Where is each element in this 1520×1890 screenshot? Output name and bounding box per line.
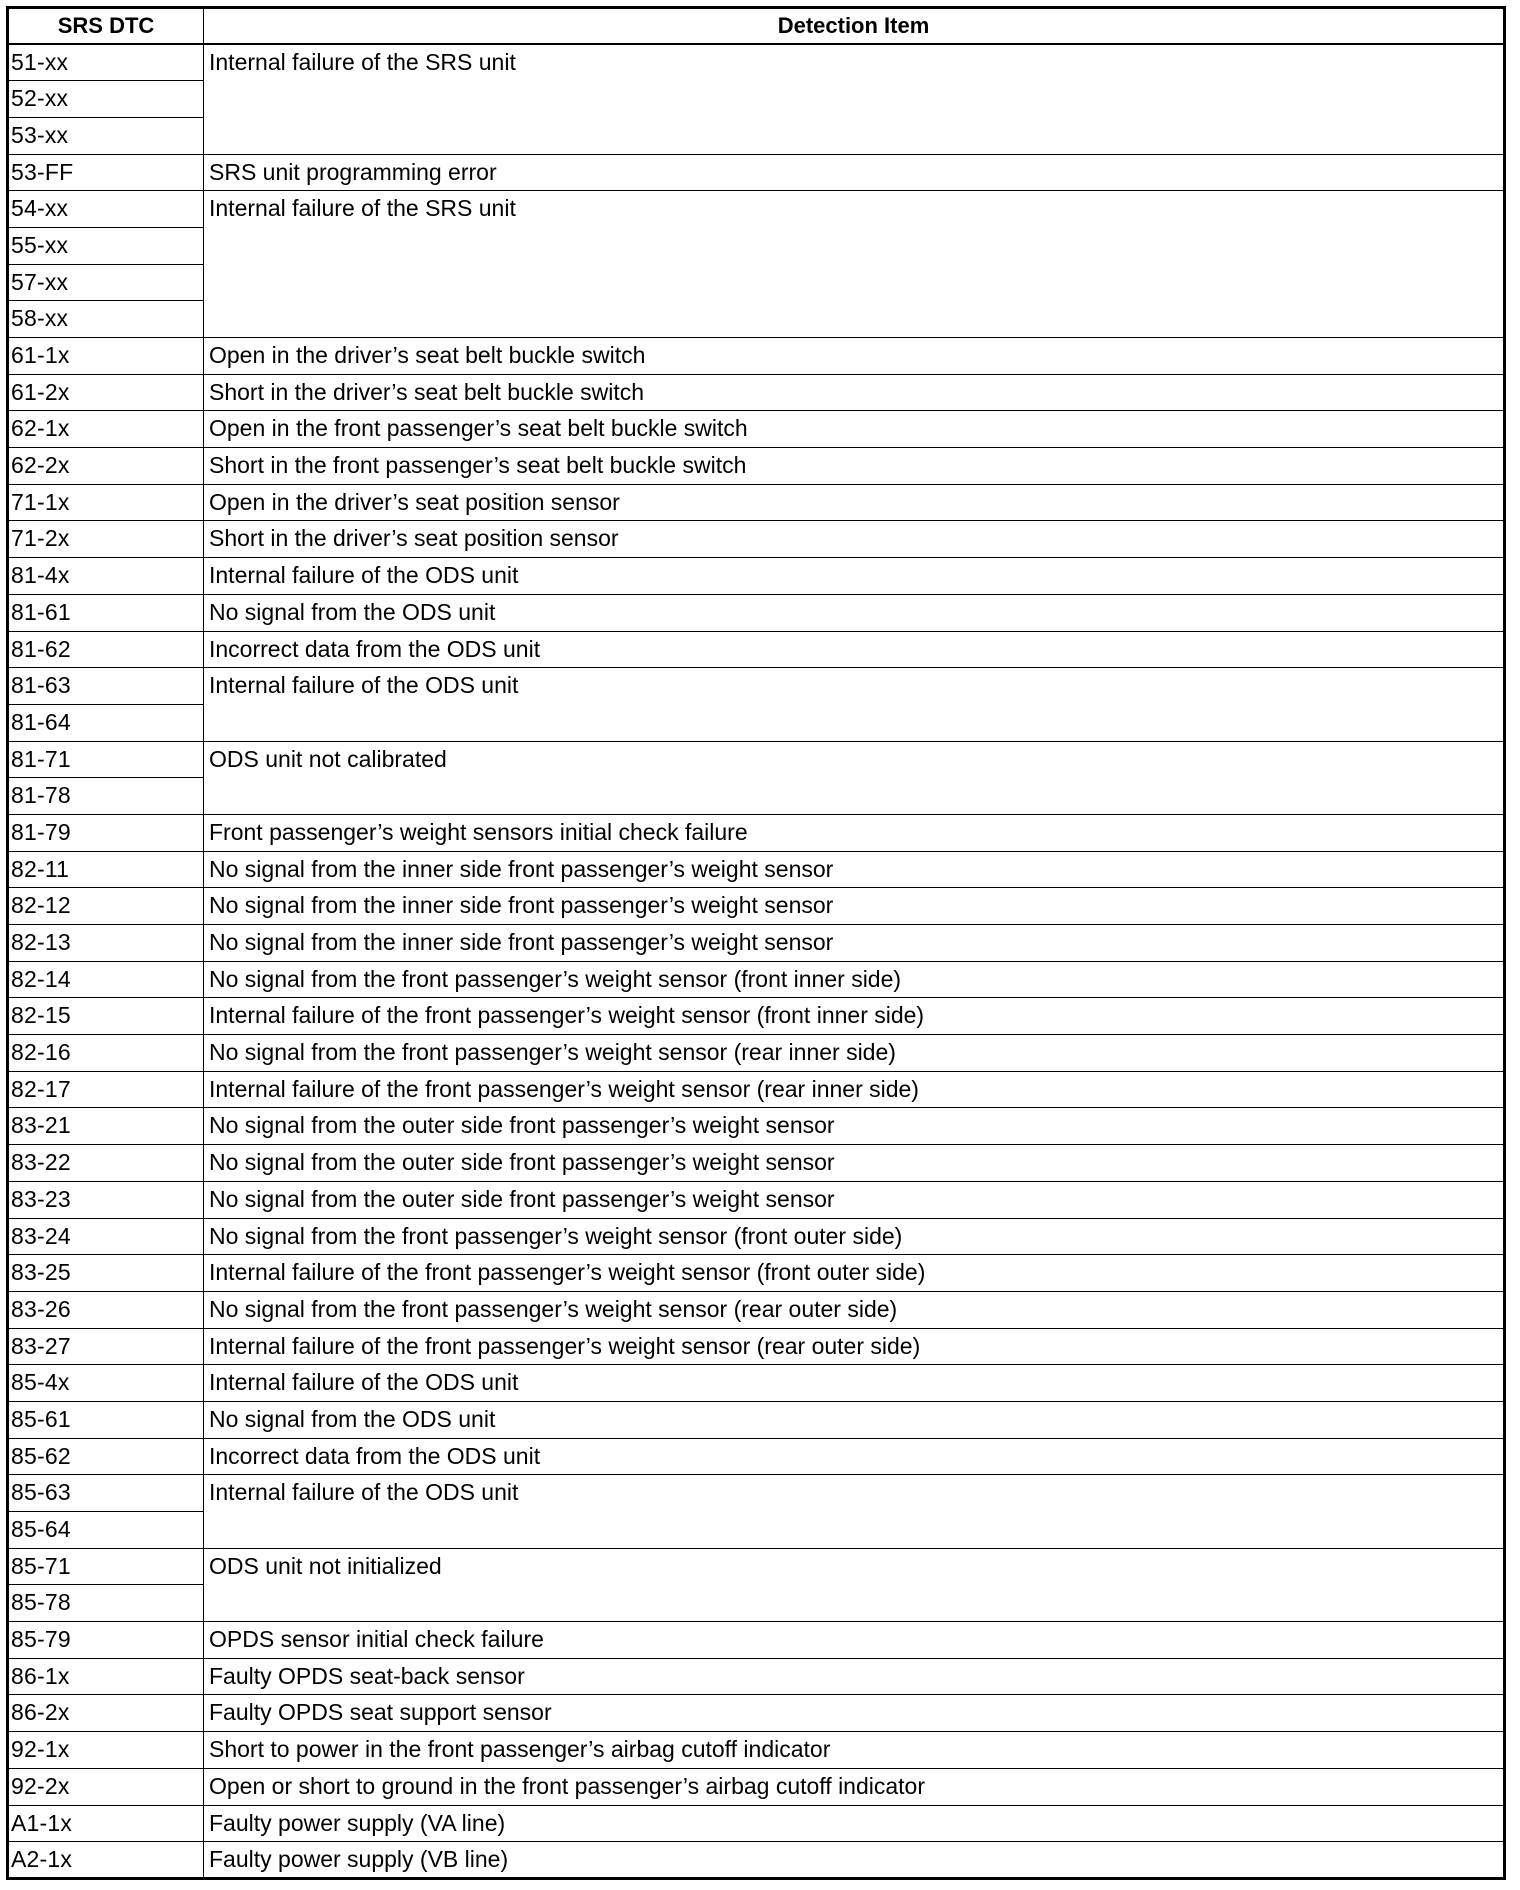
- dtc-code-cell: 58-xx: [8, 301, 204, 338]
- detection-item-cell: Faulty power supply (VA line): [204, 1805, 1505, 1842]
- dtc-code-cell: 83-24: [8, 1218, 204, 1255]
- table-body: [8, 44, 1505, 1879]
- detection-item-cell: Internal failure of the SRS unit: [204, 191, 1505, 338]
- dtc-code-cell: 83-26: [8, 1291, 204, 1328]
- dtc-code-cell: 82-17: [8, 1071, 204, 1108]
- detection-item-cell: Internal failure of the front passenger’s weight sensor (front inner side): [204, 998, 1505, 1035]
- detection-item-cell: Internal failure of the SRS unit: [204, 44, 1505, 154]
- detection-item-cell: Internal failure of the ODS unit: [204, 668, 1505, 741]
- detection-item-cell: Open in the driver’s seat belt buckle switch: [204, 338, 1505, 375]
- table-row: [8, 925, 1505, 962]
- dtc-code-cell: 83-23: [8, 1181, 204, 1218]
- detection-item-cell: No signal from the inner side front passenger’s weight sensor: [204, 888, 1505, 925]
- detection-item-cell: ODS unit not initialized: [204, 1548, 1505, 1621]
- detection-item-cell: Open in the front passenger’s seat belt buckle switch: [204, 411, 1505, 448]
- dtc-code-cell: 81-62: [8, 631, 204, 668]
- table-row: [8, 888, 1505, 925]
- table-row: [8, 1438, 1505, 1475]
- detection-item-cell: Internal failure of the ODS unit: [204, 558, 1505, 595]
- table-row: [8, 1145, 1505, 1182]
- detection-item-cell: No signal from the front passenger’s weight sensor (front inner side): [204, 961, 1505, 998]
- header-detection-item: Detection Item: [204, 8, 1505, 45]
- detection-item-cell: No signal from the outer side front passenger’s weight sensor: [204, 1145, 1505, 1182]
- dtc-code-cell: 85-61: [8, 1401, 204, 1438]
- detection-item-cell: Short in the driver’s seat belt buckle switch: [204, 374, 1505, 411]
- dtc-code-cell: 51-xx: [8, 44, 204, 81]
- dtc-code-cell: 52-xx: [8, 81, 204, 118]
- table-row: [8, 1842, 1505, 1879]
- dtc-code-cell: 62-2x: [8, 448, 204, 485]
- table-row: [8, 1401, 1505, 1438]
- dtc-table: [6, 6, 1506, 1880]
- table-row: [8, 1732, 1505, 1769]
- detection-item-cell: Short to power in the front passenger’s airbag cutoff indicator: [204, 1732, 1505, 1769]
- table-row: [8, 741, 1505, 778]
- dtc-code-cell: 86-1x: [8, 1658, 204, 1695]
- table-row: [8, 668, 1505, 705]
- dtc-code-cell: 61-2x: [8, 374, 204, 411]
- detection-item-cell: No signal from the front passenger’s weight sensor (rear inner side): [204, 1035, 1505, 1072]
- detection-item-cell: SRS unit programming error: [204, 154, 1505, 191]
- table-row: [8, 1071, 1505, 1108]
- detection-item-cell: Internal failure of the front passenger’s weight sensor (rear outer side): [204, 1328, 1505, 1365]
- detection-item-cell: No signal from the outer side front passenger’s weight sensor: [204, 1181, 1505, 1218]
- dtc-code-cell: 92-1x: [8, 1732, 204, 1769]
- table-row: [8, 1548, 1505, 1585]
- header-row: [8, 8, 1505, 45]
- dtc-code-cell: 85-71: [8, 1548, 204, 1585]
- dtc-code-cell: 85-64: [8, 1512, 204, 1549]
- dtc-code-cell: 83-27: [8, 1328, 204, 1365]
- dtc-code-cell: 82-14: [8, 961, 204, 998]
- table-row: [8, 851, 1505, 888]
- detection-item-cell: Short in the driver’s seat position sensor: [204, 521, 1505, 558]
- table-row: [8, 998, 1505, 1035]
- dtc-code-cell: 83-22: [8, 1145, 204, 1182]
- table-row: [8, 1365, 1505, 1402]
- detection-item-cell: Internal failure of the front passenger’s weight sensor (rear inner side): [204, 1071, 1505, 1108]
- dtc-code-cell: 82-11: [8, 851, 204, 888]
- dtc-code-cell: 85-63: [8, 1475, 204, 1512]
- table-row: [8, 1622, 1505, 1659]
- table-row: [8, 374, 1505, 411]
- detection-item-cell: Faulty OPDS seat-back sensor: [204, 1658, 1505, 1695]
- table-row: [8, 1475, 1505, 1512]
- table-row: [8, 1181, 1505, 1218]
- dtc-code-cell: 83-25: [8, 1255, 204, 1292]
- dtc-code-cell: 85-4x: [8, 1365, 204, 1402]
- table-row: [8, 191, 1505, 228]
- table-row: [8, 1695, 1505, 1732]
- detection-item-cell: Faulty power supply (VB line): [204, 1842, 1505, 1879]
- table-row: [8, 1328, 1505, 1365]
- dtc-code-cell: 71-1x: [8, 484, 204, 521]
- detection-item-cell: Open or short to ground in the front passenger’s airbag cutoff indicator: [204, 1768, 1505, 1805]
- dtc-code-cell: 82-13: [8, 925, 204, 962]
- dtc-code-cell: 81-71: [8, 741, 204, 778]
- table-row: [8, 1658, 1505, 1695]
- dtc-code-cell: 53-FF: [8, 154, 204, 191]
- detection-item-cell: Open in the driver’s seat position sensor: [204, 484, 1505, 521]
- table-row: [8, 1291, 1505, 1328]
- detection-item-cell: Incorrect data from the ODS unit: [204, 1438, 1505, 1475]
- header-srs-dtc: SRS DTC: [8, 8, 204, 45]
- detection-item-cell: ODS unit not calibrated: [204, 741, 1505, 814]
- dtc-code-cell: 53-xx: [8, 117, 204, 154]
- dtc-code-cell: 81-78: [8, 778, 204, 815]
- table-row: [8, 558, 1505, 595]
- table-row: [8, 521, 1505, 558]
- dtc-code-cell: 82-16: [8, 1035, 204, 1072]
- table-row: [8, 338, 1505, 375]
- detection-item-cell: No signal from the front passenger’s weight sensor (front outer side): [204, 1218, 1505, 1255]
- detection-item-cell: Faulty OPDS seat support sensor: [204, 1695, 1505, 1732]
- detection-item-cell: Internal failure of the ODS unit: [204, 1475, 1505, 1548]
- table-row: [8, 1255, 1505, 1292]
- dtc-code-cell: 81-4x: [8, 558, 204, 595]
- dtc-code-cell: 83-21: [8, 1108, 204, 1145]
- table-row: [8, 814, 1505, 851]
- table-row: [8, 1035, 1505, 1072]
- detection-item-cell: No signal from the inner side front passenger’s weight sensor: [204, 851, 1505, 888]
- dtc-code-cell: 61-1x: [8, 338, 204, 375]
- table-row: [8, 44, 1505, 81]
- detection-item-cell: Internal failure of the ODS unit: [204, 1365, 1505, 1402]
- table-row: [8, 631, 1505, 668]
- detection-item-cell: No signal from the inner side front passenger’s weight sensor: [204, 925, 1505, 962]
- dtc-code-cell: 82-15: [8, 998, 204, 1035]
- dtc-code-cell: A1-1x: [8, 1805, 204, 1842]
- table-row: [8, 1768, 1505, 1805]
- detection-item-cell: OPDS sensor initial check failure: [204, 1622, 1505, 1659]
- dtc-code-cell: 57-xx: [8, 264, 204, 301]
- table-row: [8, 961, 1505, 998]
- detection-item-cell: Front passenger’s weight sensors initial check failure: [204, 814, 1505, 851]
- table-row: [8, 1218, 1505, 1255]
- dtc-code-cell: 81-63: [8, 668, 204, 705]
- detection-item-cell: Incorrect data from the ODS unit: [204, 631, 1505, 668]
- dtc-code-cell: 62-1x: [8, 411, 204, 448]
- dtc-code-cell: 85-78: [8, 1585, 204, 1622]
- detection-item-cell: No signal from the outer side front passenger’s weight sensor: [204, 1108, 1505, 1145]
- dtc-code-cell: 55-xx: [8, 227, 204, 264]
- table-row: [8, 484, 1505, 521]
- table-row: [8, 594, 1505, 631]
- detection-item-cell: Internal failure of the front passenger’s weight sensor (front outer side): [204, 1255, 1505, 1292]
- dtc-code-cell: 85-79: [8, 1622, 204, 1659]
- table-row: [8, 448, 1505, 485]
- detection-item-cell: Short in the front passenger’s seat belt buckle switch: [204, 448, 1505, 485]
- table-row: [8, 1108, 1505, 1145]
- dtc-code-cell: 82-12: [8, 888, 204, 925]
- dtc-code-cell: 54-xx: [8, 191, 204, 228]
- dtc-code-cell: 92-2x: [8, 1768, 204, 1805]
- detection-item-cell: No signal from the front passenger’s weight sensor (rear outer side): [204, 1291, 1505, 1328]
- dtc-code-cell: 81-79: [8, 814, 204, 851]
- dtc-code-cell: A2-1x: [8, 1842, 204, 1879]
- table-row: [8, 154, 1505, 191]
- table-row: [8, 411, 1505, 448]
- dtc-code-cell: 81-61: [8, 594, 204, 631]
- dtc-code-cell: 71-2x: [8, 521, 204, 558]
- dtc-code-cell: 81-64: [8, 704, 204, 741]
- dtc-code-cell: 86-2x: [8, 1695, 204, 1732]
- dtc-code-cell: 85-62: [8, 1438, 204, 1475]
- table-row: [8, 1805, 1505, 1842]
- detection-item-cell: No signal from the ODS unit: [204, 1401, 1505, 1438]
- detection-item-cell: No signal from the ODS unit: [204, 594, 1505, 631]
